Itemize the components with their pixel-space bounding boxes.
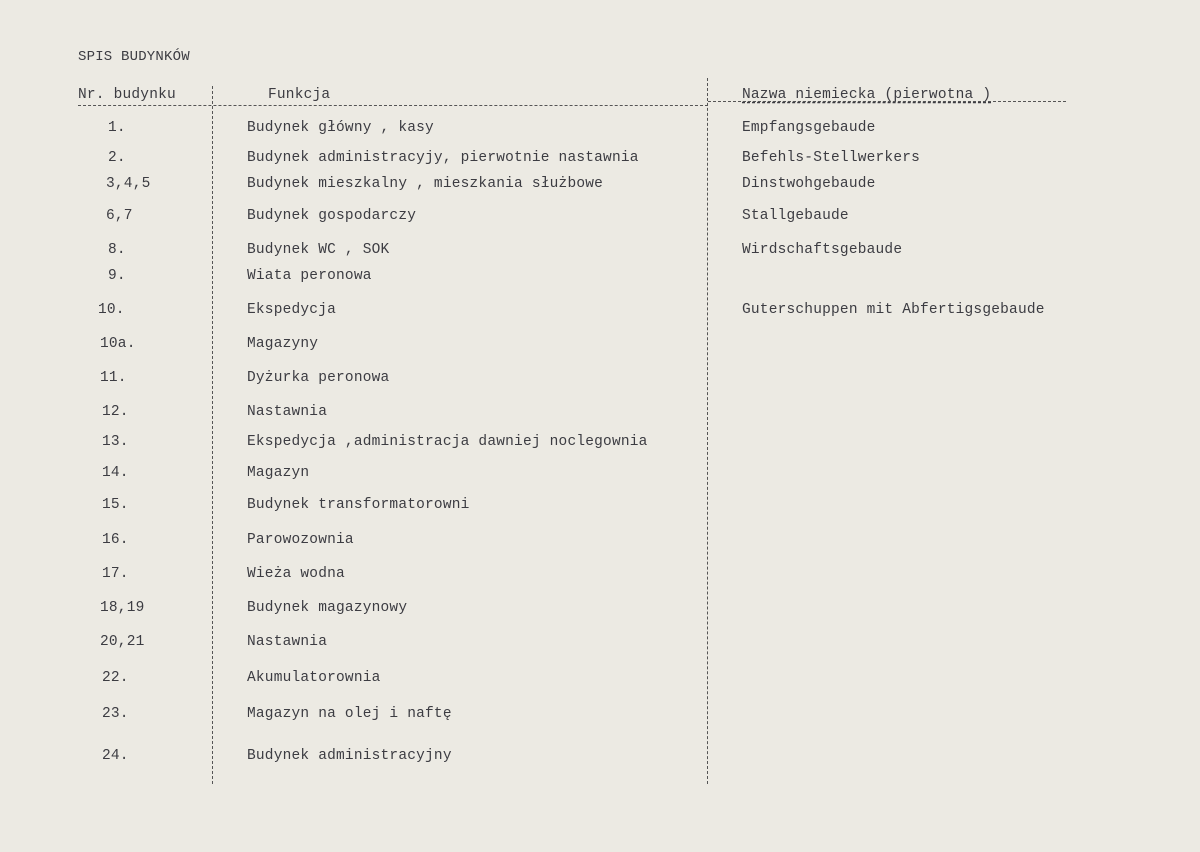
header-divider-right [708, 101, 1066, 102]
row-function: Magazyn na olej i naftę [247, 706, 452, 722]
row-number: 10a. [100, 336, 136, 352]
row-number: 23. [102, 706, 129, 722]
page-title: SPIS BUDYNKÓW [78, 49, 190, 65]
row-number: 20,21 [100, 634, 145, 650]
column-divider-1 [212, 86, 213, 784]
row-german-name: Stallgebaude [742, 208, 849, 224]
row-function: Ekspedycja ,administracja dawniej noclegownia [247, 434, 648, 450]
row-function: Magazyny [247, 336, 319, 352]
row-number: 13. [102, 434, 129, 450]
row-function: Magazyn [247, 465, 310, 481]
row-german-name: Befehls-Stellwerkers [742, 150, 921, 166]
row-function: Wieża wodna [247, 566, 345, 582]
row-function: Budynek transformatorowni [247, 497, 470, 513]
row-function: Budynek mieszkalny , mieszkania służbowe [247, 176, 604, 192]
row-number: 6,7 [106, 208, 133, 224]
row-function: Ekspedycja [247, 302, 337, 318]
row-number: 22. [102, 670, 129, 686]
row-german-name: Guterschuppen mit Abfertigsgebaude [742, 302, 1045, 318]
row-function: Budynek administracyjny [247, 748, 452, 764]
row-function: Akumulatorownia [247, 670, 381, 686]
row-number: 14. [102, 465, 129, 481]
row-number: 9. [108, 268, 126, 284]
row-function: Budynek główny , kasy [247, 120, 434, 136]
row-function: Nastawnia [247, 634, 328, 650]
row-function: Dyżurka peronowa [247, 370, 390, 386]
row-german-name: Empfangsgebaude [742, 120, 876, 136]
row-function: Nastawnia [247, 404, 328, 420]
column-divider-2 [707, 78, 708, 784]
row-number: 8. [108, 242, 126, 258]
header-nr: Nr. budynku [78, 87, 176, 103]
row-number: 3,4,5 [106, 176, 151, 192]
row-function: Wiata peronowa [247, 268, 372, 284]
row-number: 15. [102, 497, 129, 513]
header-divider [78, 105, 708, 106]
row-number: 17. [102, 566, 129, 582]
row-function: Parowozownia [247, 532, 354, 548]
row-number: 11. [100, 370, 127, 386]
row-function: Budynek WC , SOK [247, 242, 390, 258]
header-function: Funkcja [268, 87, 331, 103]
row-german-name: Dinstwohgebaude [742, 176, 876, 192]
row-number: 1. [108, 120, 126, 136]
row-function: Budynek magazynowy [247, 600, 408, 616]
row-function: Budynek gospodarczy [247, 208, 417, 224]
row-number: 18,19 [100, 600, 145, 616]
row-german-name: Wirdschaftsgebaude [742, 242, 903, 258]
row-function: Budynek administracyjy, pierwotnie nastawnia [247, 150, 639, 166]
row-number: 2. [108, 150, 126, 166]
row-number: 12. [102, 404, 129, 420]
row-number: 10. [98, 302, 125, 318]
row-number: 24. [102, 748, 129, 764]
header-german-name: Nazwa niemiecka (pierwotna ) [742, 87, 992, 103]
row-number: 16. [102, 532, 129, 548]
